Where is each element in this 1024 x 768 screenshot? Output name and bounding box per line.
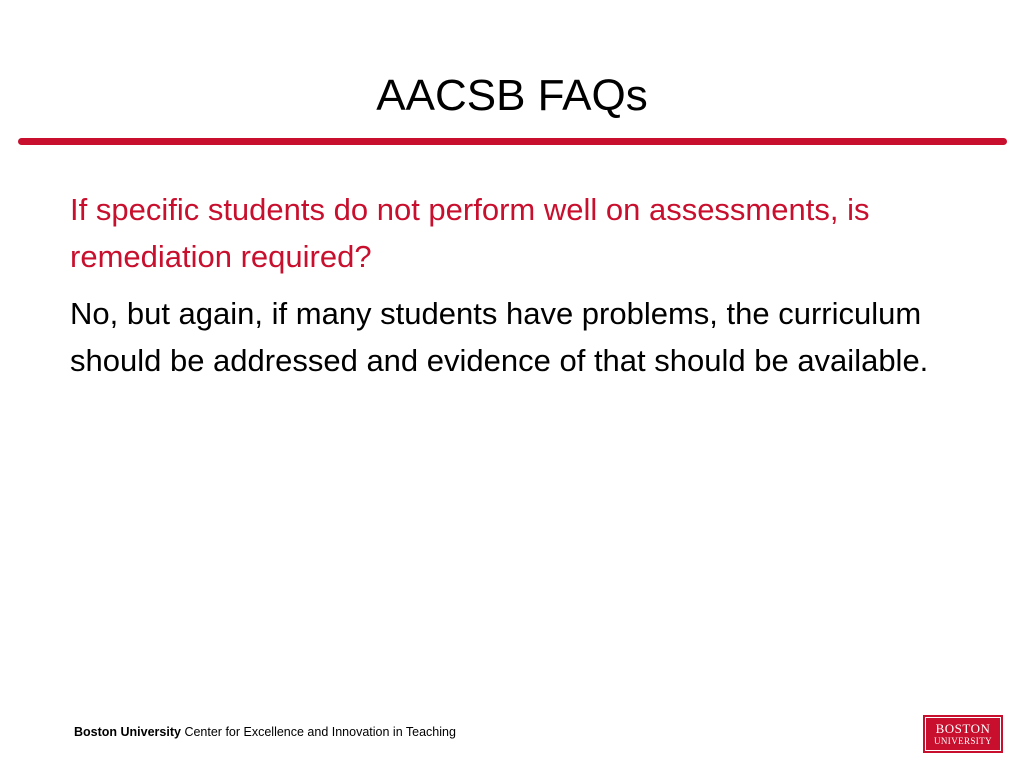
logo-line-university: UNIVERSITY [934, 735, 992, 746]
footer [74, 724, 456, 740]
footer-institution: Boston University [74, 725, 181, 739]
faq-question: If specific students do not perform well on assessments, is remediation required? [70, 192, 870, 274]
faq-answer: No, but again, if many students have problems, the curriculum should be addressed and evidence of that should be available. [70, 296, 929, 378]
boston-university-logo [923, 715, 1003, 753]
slide-title: AACSB FAQs [376, 71, 648, 120]
logo-frame [925, 717, 1001, 751]
logo-line-boston: BOSTON [935, 720, 991, 736]
slide-body [70, 186, 990, 384]
title-divider [18, 138, 1007, 145]
footer-center: Center for Excellence and Innovation in Teaching [184, 725, 456, 739]
